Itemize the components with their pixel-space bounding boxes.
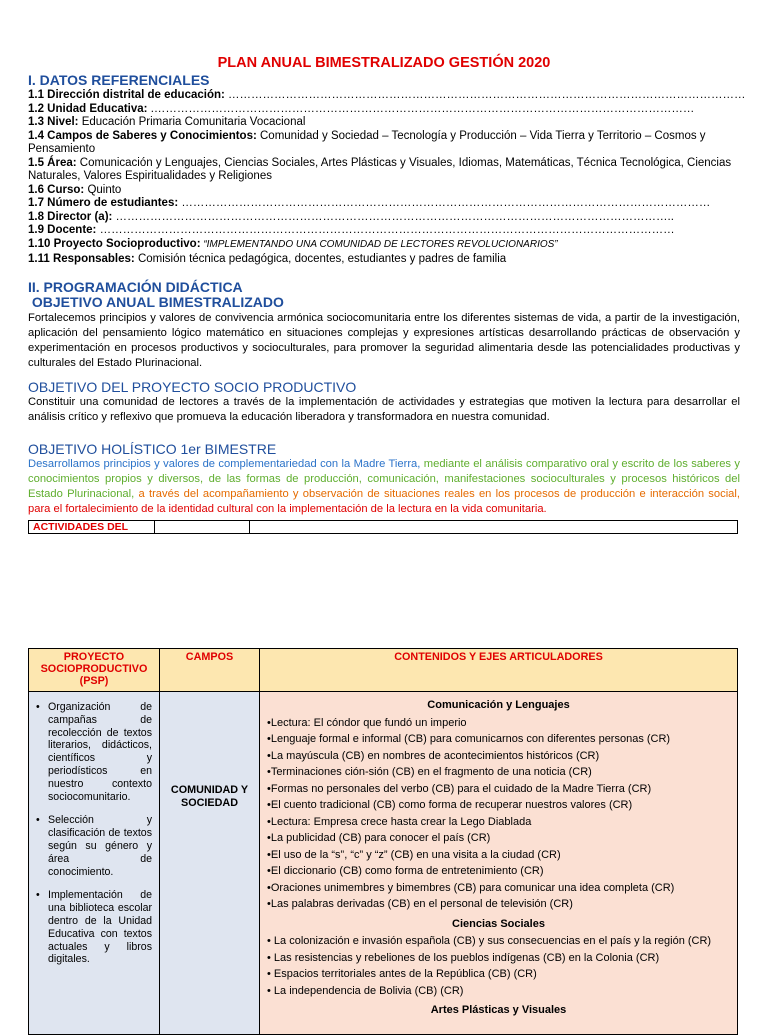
table-row: [29, 692, 738, 1035]
dato-1: 1.1 Dirección distrital de educación: ………………………………………………………………………………………………………………………: [28, 89, 746, 101]
content-item: • Lenguaje formal e informal (CB) para comunicarnos con diferentes personas (CR): [267, 731, 730, 748]
heading-objetivo-holistico: OBJETIVO HOLÍSTICO 1er BIMESTRE: [28, 441, 277, 457]
content-item: • La colonización e invasión española (CB) y sus consecuencias en el país y la región (CR): [267, 933, 730, 950]
header-psp: PROYECTO SOCIOPRODUCTIVO (PSP): [29, 649, 160, 692]
dato-9: 1.9 Docente: ……………………………………………………………………………………………………………………………………: [28, 224, 675, 236]
content-item: • Oraciones unimembres y bimembres (CB) para comunicar una idea completa (CR): [267, 880, 730, 897]
psp-list: [30, 693, 158, 966]
dato-2: 1.2 Unidad Educativa: .……………………………………………………………………………………………………………………………: [28, 102, 695, 115]
contenidos-list: [261, 693, 736, 1019]
header-campos: CAMPOS: [160, 649, 260, 692]
section-heading-datos: I. DATOS REFERENCIALES: [28, 72, 210, 88]
area-title: Comunicación y Lenguajes: [427, 699, 570, 711]
content-item: • El diccionario (CB) como forma de entretenimiento (CR): [267, 863, 730, 880]
content-item: • Las palabras derivadas (CB) en el personal de televisión (CR): [267, 896, 730, 913]
psp-item: • Organización de campañas de recolección de textos literarios, didácticos, científicos y periodísticos en nuestro contexto sociocomunitario.: [48, 701, 152, 803]
campo-cell: COMUNIDAD Y SOCIEDAD: [160, 692, 260, 1035]
contenidos-table: [28, 648, 738, 1035]
actividades-label: ACTIVIDADES DEL: [29, 521, 155, 534]
section-heading-programacion: II. PROGRAMACIÓN DIDÁCTICA: [28, 279, 243, 295]
heading-objetivo-anual: OBJETIVO ANUAL BIMESTRALIZADO: [28, 294, 284, 310]
content-item: • La publicidad (CB) para conocer el país (CR): [267, 830, 730, 847]
heading-objetivo-psp: OBJETIVO DEL PROYECTO SOCIO PRODUCTIVO: [28, 379, 357, 395]
psp-item: • Selección y clasificación de textos según su género y área de conocimiento.: [48, 814, 152, 878]
content-item: • Formas no personales del verbo (CB) para el cuidado de la Madre Tierra (CR): [267, 781, 730, 798]
area-title: Artes Plásticas y Visuales: [430, 1004, 567, 1016]
actividades-empty-cell: [155, 521, 250, 534]
dato-5: 1.5 Área: Comunicación y Lenguajes, Ciencias Sociales, Artes Plásticas y Visuales, Idiomas, Matemáticas, Técnica Tecnológica, Ciencias Naturales, Valores Espiritualidades y Religiones: [28, 156, 732, 182]
content-item: • Terminaciones ción-sión (CB) en el fragmento de una noticia (CR): [267, 764, 730, 781]
area-title: Ciencias Sociales: [452, 917, 545, 930]
table-header-row: [29, 649, 738, 692]
contenidos-cell: [260, 692, 738, 1035]
datos-referenciales: [28, 89, 748, 267]
content-item: • Las resistencias y rebeliones de los pueblos indígenas (CB) en la Colonia (CR): [267, 950, 730, 967]
objetivo-psp-text: Constituir una comunidad de lectores a través de la implementación de actividades y estrategias que motiven la lectura para desarrollar el análisis crítico y reflexivo que promueva la educación liberadora y transformadora en nuestra comunidad.: [28, 396, 740, 423]
document-title: PLAN ANUAL BIMESTRALIZADO GESTIÓN 2020: [217, 55, 551, 71]
objetivo-anual-text: Fortalecemos principios y valores de convivencia armónica sociocomunitaria entre los diferentes sistemas de vida, a partir de la investigación, aplicación del pensamiento lógico matemático en situaciones complejas y expresiones artísticas desarrollando prácticas de observación y experimentación en procesos productivos y socioculturales, para promover la seguridad alimentaria desde las potencialidades productivas y culturales del Estado Plurinacional.: [28, 312, 740, 369]
content-item: • El cuento tradicional (CB) como forma de recuperar nuestros valores (CR): [267, 797, 730, 814]
header-contenidos: CONTENIDOS Y EJES ARTICULADORES: [260, 649, 738, 692]
actividades-table: [28, 520, 738, 534]
objetivo-holistico-text: Desarrollamos principios y valores de complementariedad con la Madre Tierra, mediante el análisis comparativo oral y escrito de los saberes y conocimientos propios y diversos, de las formas de producción, comunicación, manifestaciones socioculturales y procesos históricos del Estado Plurinacional, a través del acompañamiento y observación de situaciones reales en los procesos de producción e interacción social, para el fortalecimiento de la identidad cultural con la implementación de la lectura en la vida comunitaria.: [28, 458, 740, 515]
dato-10: 1.10 Proyecto Socioproductivo: “IMPLEMENTANDO UNA COMUNIDAD DE LECTORES REVOLUCIONARIOS”: [28, 237, 558, 250]
content-item: • Espacios territoriales antes de la República (CB) (CR): [267, 966, 730, 983]
content-item: • Lectura: Empresa crece hasta crear la Lego Diablada: [267, 814, 730, 831]
content-item: • El uso de la “s”, “c” y “z” (CB) en una visita a la ciudad (CR): [267, 847, 730, 864]
dato-7: 1.7 Número de estudiantes: …………………………………………………………………………………………………………………………: [28, 197, 711, 209]
dato-4: 1.4 Campos de Saberes y Conocimientos: Comunidad y Sociedad – Tecnología y Producción – Vida Tierra y Territorio – Cosmos y Pensamiento: [28, 129, 706, 155]
psp-item: • Implementación de una biblioteca escolar dentro de la Unidad Educativa con textos actuales y libros digitales.: [48, 889, 152, 966]
content-item: • La independencia de Bolivia (CB) (CR): [267, 983, 730, 1000]
psp-cell: [29, 692, 160, 1035]
content-item: • Lectura: El cóndor que fundó un imperio: [267, 715, 730, 732]
dato-6: 1.6 Curso: Quinto: [28, 183, 122, 196]
content-item: • La mayúscula (CB) en nombres de acontecimientos históricos (CR): [267, 748, 730, 765]
dato-3: 1.3 Nivel: Educación Primaria Comunitaria Vocacional: [28, 116, 306, 128]
actividades-empty-cell: [250, 521, 738, 534]
dato-11: 1.11 Responsables: Comisión técnica pedagógica, docentes, estudiantes y padres de familia: [28, 253, 507, 265]
dato-8: 1.8 Director (a): ………………………………………………………………………………………………………………………………..: [28, 210, 674, 223]
